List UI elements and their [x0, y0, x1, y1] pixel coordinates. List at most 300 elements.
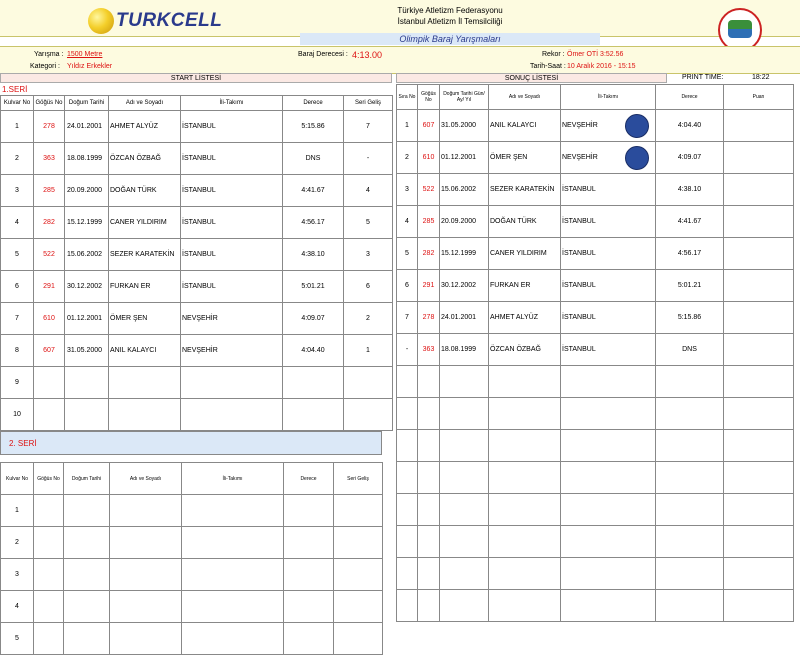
res-col-time: Derece [656, 85, 724, 110]
datetime-value: 10 Aralık 2016 - 15:15 [567, 63, 636, 70]
bib-cell: 278 [34, 111, 65, 143]
table-row [397, 558, 794, 590]
lane-cell: 8 [1, 335, 34, 367]
res-col-rank: Sıra No [397, 85, 418, 110]
name-cell: AHMET ALYÜZ [489, 302, 561, 334]
datetime-label: Tarih-Saat : [530, 63, 566, 70]
empty-cell [489, 526, 561, 558]
table-row [397, 302, 794, 334]
time-cell: 5:15.86 [656, 302, 724, 334]
points-cell [724, 238, 794, 270]
empty-cell [561, 494, 656, 526]
table-row [397, 270, 794, 302]
time-cell: 4:41.67 [656, 206, 724, 238]
info-band [0, 46, 800, 74]
bib-cell [34, 399, 65, 431]
empty-cell [489, 398, 561, 430]
rank-cell: 1 [397, 110, 418, 142]
bib-cell: 285 [418, 206, 440, 238]
table-row [397, 494, 794, 526]
empty-cell [561, 558, 656, 590]
empty-cell [34, 591, 64, 623]
table-row [1, 623, 383, 655]
res-col-name: Adı ve Soyadı [489, 85, 561, 110]
empty-cell [397, 366, 418, 398]
s2-col-team: İli-Takımı [182, 463, 284, 495]
empty-cell [724, 430, 794, 462]
bib-cell: 607 [418, 110, 440, 142]
rank-cell: 3 [397, 174, 418, 206]
results-title: SONUÇ LİSTESİ [396, 73, 667, 83]
time-cell: 4:09.07 [283, 303, 344, 335]
team-name: NEVŞEHİR [562, 154, 598, 161]
col-name: Adı ve Soyadı [109, 96, 181, 111]
time-cell: 5:15.86 [283, 111, 344, 143]
place-cell: 3 [344, 239, 393, 271]
empty-cell [656, 398, 724, 430]
s2-col-time: Derece [284, 463, 334, 495]
team-cell [561, 110, 656, 142]
record-value: Ömer OTİ 3:52.56 [567, 51, 624, 58]
empty-cell [724, 590, 794, 622]
bib-cell [34, 367, 65, 399]
empty-cell [561, 526, 656, 558]
dob-cell: 01.12.2001 [440, 142, 489, 174]
table-row [397, 590, 794, 622]
empty-cell [64, 591, 110, 623]
name-cell: ANIL KALAYCI [109, 335, 181, 367]
empty-cell [182, 623, 284, 655]
empty-cell [284, 559, 334, 591]
empty-cell [64, 527, 110, 559]
table-row [1, 591, 383, 623]
dob-cell: 01.12.2001 [65, 303, 109, 335]
dob-cell: 15.12.1999 [65, 207, 109, 239]
series2-table [0, 462, 383, 655]
empty-cell [561, 590, 656, 622]
empty-cell [110, 623, 182, 655]
col-place: Seri Geliş [344, 96, 393, 111]
dob-cell: 15.06.2002 [65, 239, 109, 271]
table-row [1, 143, 393, 175]
bib-cell: 291 [34, 271, 65, 303]
print-time-label: PRINT TIME: [682, 74, 724, 81]
empty-cell [64, 623, 110, 655]
res-col-bib: Göğüs No [418, 85, 440, 110]
team-name: İSTANBUL [562, 250, 596, 257]
name-cell: SEZER KARATEKİN [489, 174, 561, 206]
dob-cell: 31.05.2000 [440, 110, 489, 142]
name-cell: ANIL KALAYCI [489, 110, 561, 142]
empty-cell [334, 623, 383, 655]
bib-cell: 610 [34, 303, 65, 335]
empty-cell [110, 591, 182, 623]
empty-cell [418, 558, 440, 590]
empty-cell [34, 559, 64, 591]
table-row [397, 110, 794, 142]
empty-cell [489, 430, 561, 462]
empty-cell [561, 430, 656, 462]
federation-title: Türkiye Atletizm Federasyonu [397, 6, 503, 15]
dob-cell: 30.12.2002 [65, 271, 109, 303]
table-row [1, 111, 393, 143]
empty-cell [656, 494, 724, 526]
series2-bar [0, 431, 382, 455]
place-cell: 2 [344, 303, 393, 335]
res-col-team: İli-Takımı [561, 85, 656, 110]
empty-cell [561, 366, 656, 398]
place-cell: - [344, 143, 393, 175]
name-cell: AHMET ALYÜZ [109, 111, 181, 143]
empty-cell [397, 462, 418, 494]
bib-cell: 282 [418, 238, 440, 270]
empty-cell [724, 494, 794, 526]
time-cell: 5:01.21 [656, 270, 724, 302]
bib-cell: 291 [418, 270, 440, 302]
rank-cell: 7 [397, 302, 418, 334]
name-cell: FURKAN ER [109, 271, 181, 303]
table-row [1, 399, 393, 431]
team-badge-icon [625, 146, 649, 170]
empty-cell [397, 494, 418, 526]
s2-col-lane: Kulvar No [1, 463, 34, 495]
table-row [1, 527, 383, 559]
bib-cell: 363 [418, 334, 440, 366]
empty-cell [489, 462, 561, 494]
empty-cell [440, 462, 489, 494]
res-col-dob: Doğum Tarihi Gün/ Ay/ Yıl [440, 85, 489, 110]
points-cell [724, 334, 794, 366]
empty-cell [440, 494, 489, 526]
points-cell [724, 302, 794, 334]
page-header [0, 0, 800, 72]
points-cell [724, 206, 794, 238]
empty-cell [34, 495, 64, 527]
federation-subtitle: İstanbul Atletizm İl Temsilciliği [397, 17, 503, 26]
team-cell: NEVŞEHİR [181, 303, 283, 335]
series2-title: 2. SERİ [9, 439, 37, 448]
rank-cell: 6 [397, 270, 418, 302]
time-cell [283, 367, 344, 399]
lane-cell: 3 [1, 175, 34, 207]
team-name: İSTANBUL [562, 186, 596, 193]
empty-cell [334, 495, 383, 527]
time-cell: 4:56.17 [656, 238, 724, 270]
name-cell: DOĞAN TÜRK [109, 175, 181, 207]
col-dob: Doğum Tarihi [65, 96, 109, 111]
dob-cell: 18.08.1999 [440, 334, 489, 366]
empty-cell [34, 623, 64, 655]
empty-cell [440, 366, 489, 398]
empty-cell [182, 559, 284, 591]
team-cell: İSTANBUL [181, 111, 283, 143]
team-cell: İSTANBUL [181, 143, 283, 175]
name-cell: ÖMER ŞEN [489, 142, 561, 174]
team-cell: NEVŞEHİR [181, 335, 283, 367]
table-row [397, 334, 794, 366]
res-col-points: Puan [724, 85, 794, 110]
dob-cell: 20.09.2000 [440, 206, 489, 238]
time-cell: 4:04.40 [656, 110, 724, 142]
empty-cell [489, 494, 561, 526]
turkcell-logo-icon [88, 8, 114, 34]
dob-cell: 15.12.1999 [440, 238, 489, 270]
empty-cell [440, 558, 489, 590]
table-row [397, 238, 794, 270]
place-cell: 6 [344, 271, 393, 303]
table-row [1, 207, 393, 239]
col-team: İli-Takımı [181, 96, 283, 111]
lane-cell: 6 [1, 271, 34, 303]
rank-cell: 5 [397, 238, 418, 270]
s2-col-place: Seri Geliş [334, 463, 383, 495]
empty-cell [561, 398, 656, 430]
team-name: NEVŞEHİR [562, 122, 598, 129]
table-row [397, 174, 794, 206]
bib-cell: 522 [34, 239, 65, 271]
team-cell: İSTANBUL [181, 207, 283, 239]
empty-cell [64, 559, 110, 591]
team-cell: İSTANBUL [181, 239, 283, 271]
series1-title: 1.SERİ [2, 85, 28, 94]
dob-cell: 24.01.2001 [65, 111, 109, 143]
lane-cell: 5 [1, 239, 34, 271]
team-name: İSTANBUL [562, 282, 596, 289]
empty-cell [656, 430, 724, 462]
lane-cell: 4 [1, 591, 34, 623]
dob-cell: 24.01.2001 [440, 302, 489, 334]
category-label: Kategori : [30, 63, 60, 70]
place-cell: 7 [344, 111, 393, 143]
empty-cell [656, 590, 724, 622]
empty-cell [397, 430, 418, 462]
col-lane: Kulvar No [1, 96, 34, 111]
results-table [396, 84, 794, 622]
team-cell: İSTANBUL [181, 271, 283, 303]
place-cell: 4 [344, 175, 393, 207]
dob-cell: 20.09.2000 [65, 175, 109, 207]
col-time: Derece [283, 96, 344, 111]
empty-cell [561, 462, 656, 494]
team-name: İSTANBUL [562, 314, 596, 321]
dob-cell: 30.12.2002 [440, 270, 489, 302]
start-list-table [0, 95, 393, 431]
empty-cell [284, 623, 334, 655]
empty-cell [334, 591, 383, 623]
barrier-value: 4:13.00 [352, 50, 383, 60]
empty-cell [284, 591, 334, 623]
team-cell [561, 142, 656, 174]
table-row [397, 206, 794, 238]
time-cell: 5:01.21 [283, 271, 344, 303]
category-value: Yıldız Erkekler [67, 63, 113, 70]
dob-cell [65, 367, 109, 399]
empty-cell [418, 366, 440, 398]
team-cell [561, 302, 656, 334]
table-row [397, 398, 794, 430]
bib-cell: 522 [418, 174, 440, 206]
empty-cell [397, 398, 418, 430]
empty-cell [284, 495, 334, 527]
empty-cell [489, 590, 561, 622]
place-cell: 5 [344, 207, 393, 239]
team-name: İSTANBUL [562, 218, 596, 225]
name-cell [109, 399, 181, 431]
col-bib: Göğüs No [34, 96, 65, 111]
time-cell: 4:04.40 [283, 335, 344, 367]
empty-cell [418, 590, 440, 622]
time-cell: 4:38.10 [283, 239, 344, 271]
team-name: İSTANBUL [562, 346, 596, 353]
lane-cell: 9 [1, 367, 34, 399]
bib-cell: 278 [418, 302, 440, 334]
bib-cell: 610 [418, 142, 440, 174]
table-row [1, 271, 393, 303]
lane-cell: 5 [1, 623, 34, 655]
team-badge-icon [625, 114, 649, 138]
place-cell [344, 399, 393, 431]
dob-cell: 18.08.1999 [65, 143, 109, 175]
time-cell: DNS [656, 334, 724, 366]
lane-cell: 3 [1, 559, 34, 591]
race-value: 1500 Metre [67, 51, 103, 58]
lane-cell: 2 [1, 143, 34, 175]
place-cell: 1 [344, 335, 393, 367]
empty-cell [34, 527, 64, 559]
table-row [1, 367, 393, 399]
empty-cell [418, 526, 440, 558]
empty-cell [334, 559, 383, 591]
name-cell: FURKAN ER [489, 270, 561, 302]
empty-cell [397, 590, 418, 622]
lane-cell: 4 [1, 207, 34, 239]
empty-cell [182, 591, 284, 623]
empty-cell [440, 430, 489, 462]
time-cell: 4:38.10 [656, 174, 724, 206]
table-row [1, 335, 393, 367]
table-row [1, 495, 383, 527]
time-cell: 4:41.67 [283, 175, 344, 207]
name-cell: CANER YILDIRIM [489, 238, 561, 270]
time-cell [283, 399, 344, 431]
empty-cell [724, 366, 794, 398]
table-row [1, 175, 393, 207]
table-row [397, 430, 794, 462]
empty-cell [64, 495, 110, 527]
empty-cell [656, 462, 724, 494]
bib-cell: 363 [34, 143, 65, 175]
lane-cell: 2 [1, 527, 34, 559]
empty-cell [182, 527, 284, 559]
name-cell: ÖZCAN ÖZBAĞ [109, 143, 181, 175]
empty-cell [182, 495, 284, 527]
start-list-title: START LİSTESİ [0, 73, 392, 83]
lane-cell: 10 [1, 399, 34, 431]
team-cell [561, 270, 656, 302]
points-cell [724, 110, 794, 142]
s2-col-name: Adı ve Soyadı [110, 463, 182, 495]
team-cell [561, 206, 656, 238]
print-time-value: 18:22 [752, 74, 770, 81]
table-row [1, 239, 393, 271]
time-cell: DNS [283, 143, 344, 175]
empty-cell [724, 398, 794, 430]
rank-cell: 4 [397, 206, 418, 238]
empty-cell [724, 526, 794, 558]
name-cell: CANER YILDIRIM [109, 207, 181, 239]
team-cell [181, 367, 283, 399]
competition-title: Olimpik Baraj Yarışmaları [300, 33, 600, 45]
name-cell [109, 367, 181, 399]
empty-cell [334, 527, 383, 559]
bib-cell: 607 [34, 335, 65, 367]
empty-cell [489, 366, 561, 398]
table-row [397, 526, 794, 558]
table-row [1, 559, 383, 591]
empty-cell [656, 366, 724, 398]
s2-col-dob: Doğum Tarihi [64, 463, 110, 495]
team-cell [181, 399, 283, 431]
time-cell: 4:09.07 [656, 142, 724, 174]
empty-cell [110, 559, 182, 591]
place-cell [344, 367, 393, 399]
empty-cell [418, 462, 440, 494]
barrier-label: Baraj Derecesi : [298, 51, 348, 58]
team-cell [561, 174, 656, 206]
points-cell [724, 174, 794, 206]
empty-cell [656, 526, 724, 558]
name-cell: SEZER KARATEKİN [109, 239, 181, 271]
empty-cell [724, 462, 794, 494]
s2-col-bib: Göğüs No [34, 463, 64, 495]
empty-cell [418, 398, 440, 430]
name-cell: ÖMER ŞEN [109, 303, 181, 335]
table-row [1, 303, 393, 335]
team-cell [561, 334, 656, 366]
rank-cell: - [397, 334, 418, 366]
dob-cell: 15.06.2002 [440, 174, 489, 206]
empty-cell [724, 558, 794, 590]
empty-cell [110, 527, 182, 559]
name-cell: DOĞAN TÜRK [489, 206, 561, 238]
bib-cell: 285 [34, 175, 65, 207]
lane-cell: 1 [1, 495, 34, 527]
points-cell [724, 270, 794, 302]
dob-cell [65, 399, 109, 431]
time-cell: 4:56.17 [283, 207, 344, 239]
empty-cell [440, 526, 489, 558]
lane-cell: 7 [1, 303, 34, 335]
bib-cell: 282 [34, 207, 65, 239]
table-row [397, 462, 794, 494]
lane-cell: 1 [1, 111, 34, 143]
brand-logo-text: TURKCELL [116, 10, 223, 31]
empty-cell [110, 495, 182, 527]
points-cell [724, 142, 794, 174]
empty-cell [440, 590, 489, 622]
empty-cell [397, 558, 418, 590]
empty-cell [284, 527, 334, 559]
record-label: Rekor : [542, 51, 565, 58]
rank-cell: 2 [397, 142, 418, 174]
empty-cell [440, 398, 489, 430]
race-label: Yarışma : [34, 51, 64, 58]
empty-cell [489, 558, 561, 590]
empty-cell [418, 494, 440, 526]
team-cell [561, 238, 656, 270]
empty-cell [418, 430, 440, 462]
table-row [397, 142, 794, 174]
